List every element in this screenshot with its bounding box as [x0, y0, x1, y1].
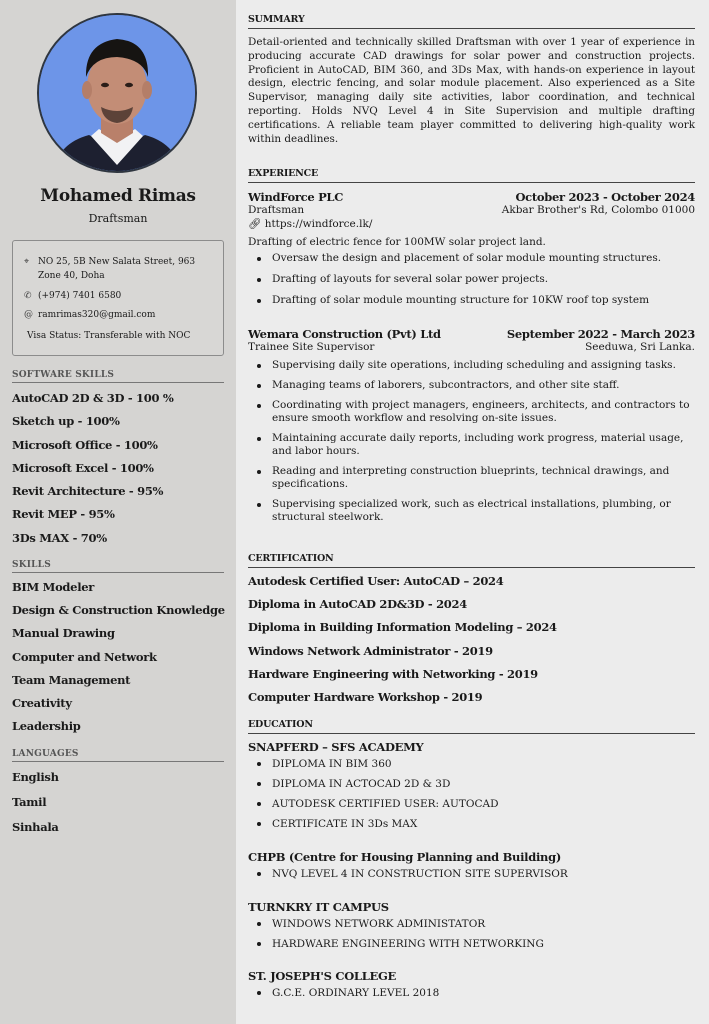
phone-row	[24, 289, 208, 303]
experience-heading: EXPERIENCE	[248, 168, 695, 183]
skill-item: Manual Drawing	[12, 626, 115, 641]
email-row	[24, 308, 208, 322]
job-bullet: Managing teams of laborers, subcontractors, and other site staff.	[248, 379, 695, 392]
edu-chpb	[248, 850, 695, 884]
job-link-row	[248, 217, 695, 230]
school-items	[248, 864, 695, 884]
job-location: Seeduwa, Sri Lanka.	[585, 341, 695, 353]
summary-text: Detail-oriented and technically skilled Draftsman with over 1 year of experience in producing accurate CAD drawings for solar power and construction projects. Proficient in AutoCAD, BIM 360, and 3Ds Max, with hands-on experience in layout design, electric fencing, and solar module placement. Also experienced as a Site Supervisor, managing daily site activities, labor coordination, and technical reporting. Holds NVQ Level 4 in Site Supervision and multiple drafting certifications. A reliable team player committed to delivering high-quality work within deadlines.	[248, 36, 695, 145]
job-bullets	[248, 252, 695, 307]
visa-row	[27, 329, 217, 343]
edu-st-josephs	[248, 969, 695, 1003]
avatar	[37, 13, 197, 173]
job-bullet: Oversaw the design and placement of solar module mounting structures.	[248, 252, 695, 265]
school-name: ST. JOSEPH'S COLLEGE	[248, 969, 396, 983]
job-bullets	[248, 359, 695, 524]
person-title: Draftsman	[88, 212, 148, 225]
person-name: Mohamed Rimas	[40, 186, 196, 206]
software-skill-item: Revit Architecture - 95%	[12, 484, 164, 499]
certification-list	[248, 574, 695, 713]
certification-item: Windows Network Administrator - 2019	[248, 643, 493, 658]
skill-item: Design & Construction Knowledge	[12, 603, 225, 618]
job-bullet: Drafting of solar module mounting structure for 10KW roof top system	[248, 294, 695, 307]
school-item: G.C.E. ORDINARY LEVEL 2018	[248, 983, 695, 1003]
language-item: Sinhala	[12, 820, 59, 834]
job-dates: September 2022 - March 2023	[506, 327, 695, 341]
skill-item: Team Management	[12, 672, 131, 687]
edu-snapferd	[248, 740, 695, 834]
summary-heading: SUMMARY	[248, 14, 695, 29]
job-company: Wemara Construction (Pvt) Ltd	[248, 327, 441, 341]
location-pin-icon: ⌖	[24, 257, 30, 267]
school-name: SNAPFERD – SFS ACADEMY	[248, 740, 424, 754]
school-name: TURNKRY IT CAMPUS	[248, 900, 389, 914]
address-row	[24, 255, 208, 283]
school-item: AUTODESK CERTIFIED USER: AUTOCAD	[248, 794, 695, 814]
school-item: DIPLOMA IN ACTOCAD 2D & 3D	[248, 774, 695, 794]
job-bullet: Maintaining accurate daily reports, including work progress, material usage, and labor hours.	[248, 432, 695, 458]
software-skill-item: Microsoft Office - 100%	[12, 437, 158, 452]
skills-heading: SKILLS	[12, 560, 224, 573]
job-role: Draftsman	[248, 204, 305, 216]
job-company: WindForce PLC	[248, 190, 344, 204]
school-name: CHPB (Centre for Housing Planning and Building)	[248, 850, 561, 864]
certification-heading: CERTIFICATION	[248, 553, 695, 568]
school-item: CERTIFICATE IN 3Ds MAX	[248, 814, 695, 834]
languages-heading: LANGUAGES	[12, 749, 224, 762]
skills-list	[12, 580, 227, 742]
education-heading: EDUCATION	[248, 719, 695, 734]
software-skill-item: Sketch up - 100%	[12, 414, 120, 429]
skill-item: Leadership	[12, 719, 81, 734]
software-skills-heading: SOFTWARE SKILLS	[12, 370, 224, 383]
main-content	[236, 0, 709, 1024]
skill-item: Computer and Network	[12, 649, 157, 664]
job-windforce	[248, 190, 695, 307]
skill-item: BIM Modeler	[12, 580, 95, 594]
job-location: Akbar Brother's Rd, Colombo 01000	[501, 204, 695, 216]
school-item: DIPLOMA IN BIM 360	[248, 754, 695, 774]
certification-item: Computer Hardware Workshop - 2019	[248, 689, 483, 704]
portrait-photo	[39, 15, 195, 171]
email-icon: @	[24, 310, 33, 320]
job-bullet: Supervising specialized work, such as electrical installations, plumbing, or structural steelwork.	[248, 498, 695, 524]
school-items	[248, 914, 695, 954]
software-skill-item: Revit MEP - 95%	[12, 507, 115, 522]
software-skill-item: 3Ds MAX - 70%	[12, 530, 107, 545]
link-icon: 🔗︎	[248, 218, 262, 230]
phone-icon: ✆	[24, 291, 32, 301]
language-item: English	[12, 770, 59, 784]
language-item: Tamil	[12, 795, 47, 809]
certification-item: Diploma in Building Information Modeling – 2024	[248, 620, 557, 635]
software-skill-item: AutoCAD 2D & 3D - 100 %	[12, 391, 174, 405]
job-dates: October 2023 - October 2024	[515, 190, 695, 204]
school-items	[248, 754, 695, 834]
contact-box	[12, 240, 224, 356]
skill-item: Creativity	[12, 695, 72, 710]
certification-item: Autodesk Certified User: AutoCAD – 2024	[248, 574, 504, 588]
job-role: Trainee Site Supervisor	[248, 341, 375, 353]
job-link[interactable]: https://windforce.lk/	[264, 218, 373, 230]
software-skill-item: Microsoft Excel - 100%	[12, 460, 154, 475]
languages-list	[12, 770, 227, 845]
school-item: HARDWARE ENGINEERING WITH NETWORKING	[248, 934, 695, 954]
job-bullet: Supervising daily site operations, including scheduling and assigning tasks.	[248, 359, 695, 372]
software-skills-list	[12, 391, 227, 554]
certification-item: Hardware Engineering with Networking - 2019	[248, 666, 538, 681]
job-description: Drafting of electric fence for 100MW solar project land.	[248, 236, 546, 248]
visa-text: Visa Status: Transferable with NOC	[27, 331, 191, 341]
school-items	[248, 983, 695, 1003]
certification-item: Diploma in AutoCAD 2D&3D - 2024	[248, 597, 467, 612]
school-item: WINDOWS NETWORK ADMINISTATOR	[248, 914, 695, 934]
phone-text: (+974) 7401 6580	[38, 291, 122, 301]
sidebar	[0, 0, 236, 1024]
job-bullet: Drafting of layouts for several solar power projects.	[248, 273, 695, 286]
job-wemara	[248, 327, 695, 524]
job-bullet: Coordinating with project managers, engineers, architects, and contractors to ensure smooth workflow and resolving on-site issues.	[248, 399, 695, 425]
edu-turnkry	[248, 900, 695, 954]
address-text: NO 25, 5B New Salata Street, 963 Zone 40, Doha	[38, 257, 196, 281]
school-item: NVQ LEVEL 4 IN CONSTRUCTION SITE SUPERVISOR	[248, 864, 695, 884]
job-bullet: Reading and interpreting construction blueprints, technical drawings, and specifications.	[248, 465, 695, 491]
email-text[interactable]: ramrimas320@gmail.com	[38, 310, 156, 320]
